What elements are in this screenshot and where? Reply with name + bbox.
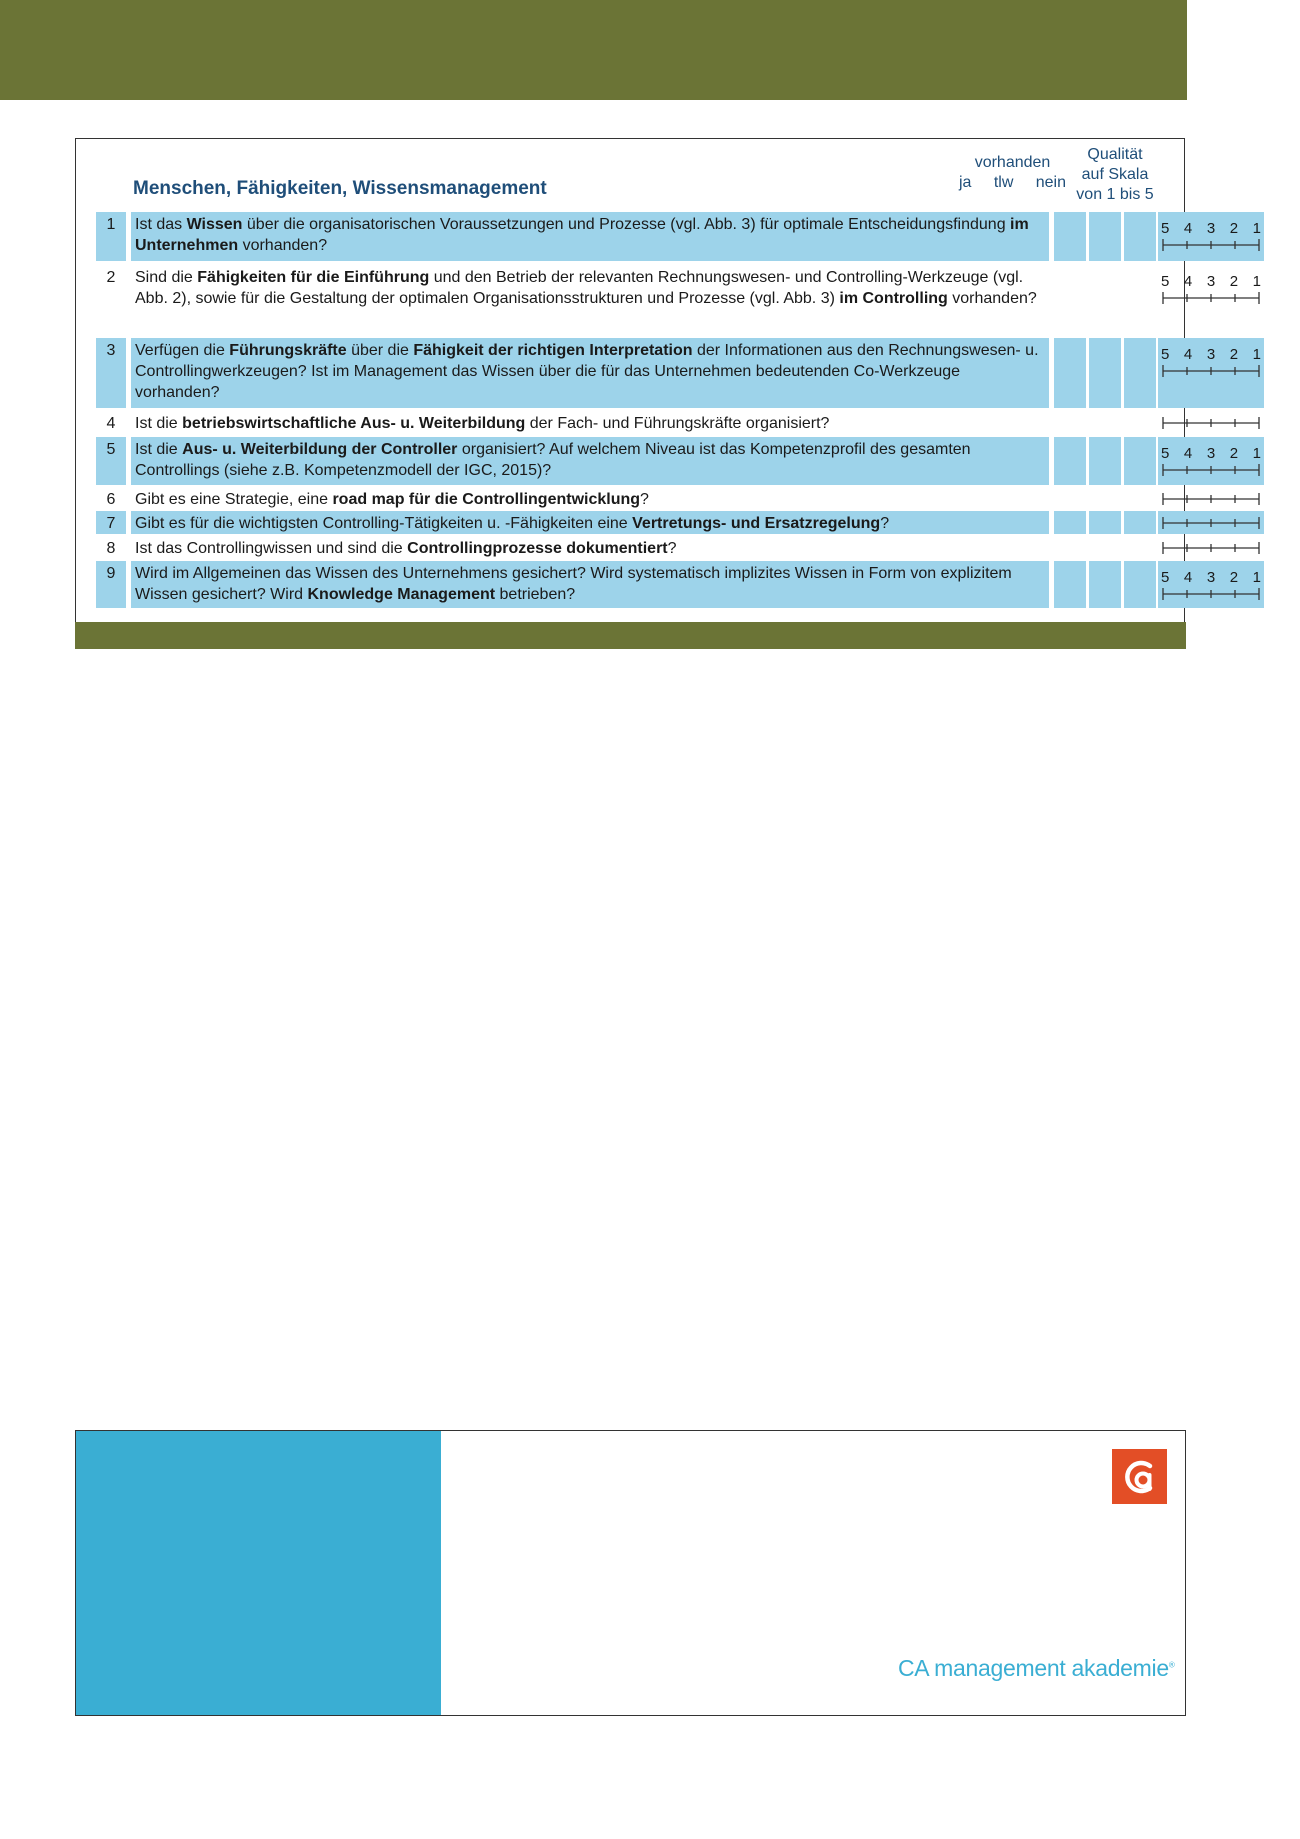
answer-cell-nein[interactable] (1124, 212, 1156, 261)
question-text (131, 212, 1049, 261)
question-text-segment: Ist das (135, 216, 187, 233)
question-text-emphasis: road map für die Controllingentwicklung (332, 491, 641, 508)
question-text (131, 536, 1049, 559)
question-number: 7 (96, 511, 126, 534)
ca-logo (1112, 1449, 1167, 1504)
question-row (96, 265, 1261, 333)
question-text-emphasis: betriebswirtschaftliche Aus- u. Weiterbildung (182, 415, 526, 432)
question-text (131, 338, 1049, 408)
question-text (131, 265, 1049, 333)
scale-digit: 4 (1183, 445, 1193, 462)
ca-logo-icon (1112, 1449, 1167, 1504)
answer-cell-nein[interactable] (1124, 265, 1156, 333)
questionnaire-footer-band (75, 622, 1186, 649)
question-text-segment: Wird im Allgemeinen das Wissen des Unternehmens gesichert? Wird systematisch implizites Wissen in Form von explizitem Wissen gesichert? Wird (135, 565, 1012, 603)
answer-cell-tlw[interactable] (1089, 212, 1121, 261)
answer-cell-ja[interactable] (1054, 338, 1086, 408)
scale-digit: 2 (1229, 569, 1239, 586)
scale-digit: 5 (1161, 273, 1170, 290)
scale-digit: 3 (1206, 220, 1216, 237)
scale-digit: 5 (1161, 346, 1170, 363)
answer-cell-ja[interactable] (1054, 265, 1086, 333)
scale-digits (1161, 346, 1261, 363)
answer-cell-nein[interactable] (1124, 338, 1156, 408)
header-ja: ja (959, 174, 972, 191)
question-row (96, 437, 1261, 485)
scale-ruler (1161, 416, 1261, 430)
question-row (96, 536, 1168, 559)
brand-name-text: CA management akademie (898, 1655, 1169, 1681)
question-text-segment: Gibt es eine Strategie, eine (135, 491, 333, 508)
answer-cell-ja[interactable] (1054, 561, 1086, 608)
bottom-blue-block (76, 1431, 441, 1715)
question-text-emphasis: im Unternehmen (135, 216, 1029, 254)
header-quality-line1: Qualität (1087, 146, 1143, 163)
scale-digit: 4 (1183, 346, 1193, 363)
question-text-emphasis: Fähigkeit der richtigen Interpretation (413, 342, 693, 359)
question-text-emphasis: Controllingprozesse dokumentiert (407, 540, 668, 557)
question-text-segment: Ist die (135, 415, 183, 432)
section-title: Menschen, Fähigkeiten, Wissensmanagement (133, 178, 547, 199)
quality-scale[interactable] (1158, 411, 1264, 435)
question-row (96, 511, 1168, 534)
question-text-segment: vorhanden? (947, 290, 1037, 307)
question-text-segment: vorhanden? (238, 237, 328, 254)
scale-digit: 3 (1206, 569, 1216, 586)
question-number: 6 (106, 491, 116, 508)
scale-ruler (1161, 238, 1261, 252)
brand-name (898, 1655, 1174, 1682)
quality-scale[interactable] (1158, 487, 1264, 511)
question-text-segment: betrieben? (495, 586, 576, 603)
question-number: 4 (106, 415, 116, 432)
scale-digit: 1 (1252, 273, 1261, 290)
question-text-segment: Verfügen die (135, 342, 230, 359)
quality-scale[interactable] (1158, 437, 1264, 485)
question-number: 3 (96, 338, 126, 408)
question-text-segment: Sind die (135, 269, 198, 286)
header-quality-line2: auf Skala (1081, 166, 1149, 183)
question-text-emphasis: Fähigkeiten für die Einführung (197, 269, 430, 286)
question-text-segment: organisiert? Auf welchem Niveau ist das Kompetenzprofil des gesamten Controllings (siehe z.B. Kompetenzmodell der IGC, 2015)? (135, 441, 971, 479)
scale-digit: 2 (1229, 273, 1239, 290)
scale-digit: 5 (1161, 220, 1170, 237)
scale-ruler (1161, 463, 1261, 477)
question-text-emphasis: Vertretungs- und Ersatzregelung (632, 515, 881, 532)
question-text-segment: über die (346, 342, 414, 359)
scale-digit: 1 (1252, 346, 1261, 363)
scale-digit: 4 (1183, 273, 1193, 290)
question-text-emphasis: Führungskräfte (229, 342, 347, 359)
question-text-emphasis: Wissen (186, 216, 243, 233)
quality-scale[interactable] (1158, 338, 1264, 408)
scale-digit: 5 (1161, 569, 1170, 586)
quality-scale[interactable] (1158, 265, 1264, 333)
question-row (96, 487, 1168, 511)
brand-registered-mark: ® (1168, 1660, 1175, 1670)
question-text-segment: der Informationen aus den Rechnungswesen- u. Controllingwerkzeugen? Ist im Management das Wissen über die für das Unternehmen bedeutenden Co-Werkzeuge vorhanden? (135, 342, 1039, 401)
answer-cell-nein[interactable] (1124, 437, 1156, 485)
scale-digit: 1 (1252, 569, 1261, 586)
header-quality-line3: von 1 bis 5 (1076, 186, 1154, 203)
question-row (96, 338, 1261, 408)
question-text-segment: und den Betrieb der relevanten Rechnungswesen- und Controlling-Werkzeuge (vgl. Abb. 2), sowie für die Gestaltung der optimalen Organisationsstrukturen und Prozesse (vgl. Abb. 3) (135, 269, 1024, 307)
scale-digit: 1 (1252, 220, 1261, 237)
answer-cell-nein[interactable] (1124, 511, 1156, 534)
header-tlw: tlw (993, 174, 1014, 191)
header-vorhanden-label: vorhanden (974, 154, 1051, 171)
scale-digits (1161, 273, 1261, 290)
scale-ruler (1161, 364, 1261, 378)
scale-digits (1161, 220, 1261, 237)
question-text-segment: ? (880, 515, 890, 532)
scale-ruler (1161, 541, 1261, 555)
question-row (96, 411, 1168, 435)
question-text-segment: Gibt es für die wichtigsten Controlling-Tätigkeiten u. -Fähigkeiten eine (135, 515, 633, 532)
answer-cell-tlw[interactable] (1089, 338, 1121, 408)
scale-digits (1161, 445, 1261, 462)
scale-ruler (1161, 516, 1261, 530)
quality-scale[interactable] (1158, 561, 1264, 608)
question-text (131, 437, 1049, 485)
question-text-segment: ? (640, 491, 649, 508)
question-number: 8 (106, 540, 116, 557)
answer-cell-ja[interactable] (1054, 437, 1086, 485)
scale-digit: 5 (1161, 445, 1170, 462)
question-text-segment: Ist die (135, 441, 183, 458)
question-text-segment: ? (667, 540, 677, 557)
question-text-segment: über die organisatorischen Voraussetzungen und Prozesse (vgl. Abb. 3) für optimale Entscheidungsfindung (242, 216, 1011, 233)
quality-scale[interactable] (1158, 536, 1264, 559)
question-number: 1 (96, 212, 126, 261)
scale-digit: 2 (1229, 220, 1239, 237)
answer-cell-tlw[interactable] (1089, 561, 1121, 608)
scale-digit: 4 (1183, 220, 1193, 237)
top-color-band (0, 0, 1187, 100)
question-text-emphasis: Aus- u. Weiterbildung der Controller (182, 441, 458, 458)
scale-digit: 3 (1206, 346, 1216, 363)
answer-cell-nein[interactable] (1124, 561, 1156, 608)
question-text-emphasis: im Controlling (839, 290, 948, 307)
question-number: 5 (96, 437, 126, 485)
question-text (131, 411, 1049, 435)
question-text-segment: der Fach- und Führungskräfte organisiert? (525, 415, 830, 432)
scale-digit: 4 (1183, 569, 1193, 586)
scale-digit: 1 (1252, 445, 1261, 462)
scale-ruler (1161, 492, 1261, 506)
header-quality (1060, 145, 1170, 205)
question-text (131, 487, 1049, 511)
answer-cell-tlw[interactable] (1089, 265, 1121, 333)
scale-digit: 2 (1229, 346, 1239, 363)
question-text (131, 561, 1049, 608)
answer-cell-tlw[interactable] (1089, 511, 1121, 534)
scale-ruler (1161, 587, 1261, 601)
scale-digit: 3 (1206, 273, 1216, 290)
question-text (131, 511, 1049, 534)
scale-digit: 3 (1206, 445, 1216, 462)
question-row (96, 561, 1261, 608)
question-text-segment: Ist das Controllingwissen und sind die (135, 540, 408, 557)
answer-cell-ja[interactable] (1054, 212, 1086, 261)
header-vorhanden (955, 153, 1070, 193)
question-text-emphasis: Knowledge Management (307, 586, 496, 603)
quality-scale[interactable] (1158, 511, 1264, 534)
scale-ruler (1161, 291, 1261, 305)
quality-scale[interactable] (1158, 212, 1264, 261)
scale-digits (1161, 569, 1261, 586)
header-nein: nein (1035, 174, 1066, 191)
question-number: 9 (96, 561, 126, 608)
answer-cell-tlw[interactable] (1089, 437, 1121, 485)
answer-cell-ja[interactable] (1054, 511, 1086, 534)
question-row (96, 212, 1261, 261)
scale-digit: 2 (1229, 445, 1239, 462)
question-number: 2 (106, 269, 116, 286)
